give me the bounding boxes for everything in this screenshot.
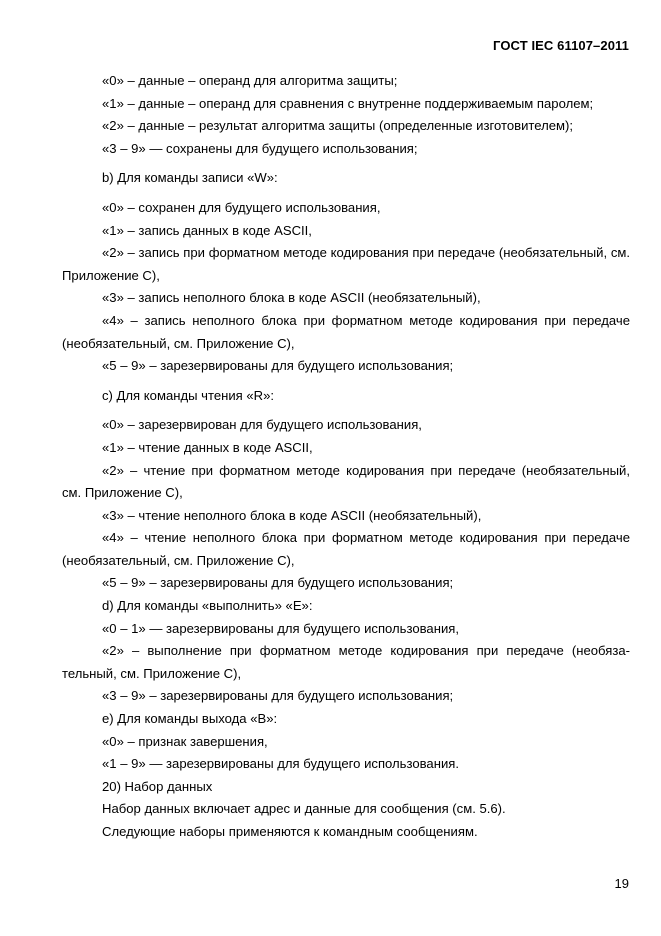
paragraph: «0 – 1» — зарезервированы для будущего использования, [102,620,459,636]
paragraph: «3 – 9» — сохранены для будущего использования; [102,140,418,156]
paragraph: «3» – запись неполного блока в коде ASCII (необязательный), [102,290,481,306]
paragraph: Следующие наборы применяются к командным сообщениям. [102,824,478,839]
paragraph: «2» – данные – результат алгоритма защиты (определенные изготовителем); [102,118,574,134]
paragraph: «1» – чтение данных в коде ASCII, [102,439,313,455]
paragraph: «3» – чтение неполного блока в коде ASCII (необязательный), [102,507,482,523]
paragraph: «0» – данные – операнд для алгоритма защиты; [102,73,398,88]
paragraph: «2» – запись при форматном методе кодирования при передаче (необязательный, см. Приложение С), [62,245,630,283]
section-heading: c) Для команды чтения «R»: [102,387,275,403]
paragraph: «1» – запись данных в коде ASCII, [102,222,312,238]
paragraph: «5 – 9» – зарезервированы для будущего использования; [102,358,454,374]
paragraph: «0» – зарезервирован для будущего использования, [102,417,422,433]
paragraph: «2» – чтение при форматном методе кодирования при передаче (необязательный, см. Приложение С), [62,462,630,501]
section-heading: b) Для команды записи «W»: [102,170,278,186]
paragraph: «1» – данные – операнд для сравнения с внутренне поддерживаемым паролем; [102,95,594,111]
paragraph: «0» – признак завершения, [102,733,268,749]
paragraph: «3 – 9» – зарезервированы для будущего использования; [102,688,454,704]
document-header: ГОСТ IEC 61107–2011 [493,38,629,53]
paragraph: «4» – запись неполного блока при форматном методе кодирования при передаче (необязательный, см. Приложение С), [62,312,630,351]
page-number: 19 [614,876,629,891]
paragraph: «4» – чтение неполного блока при форматном методе кодирования при передаче (необязательный, см. Приложение С), [62,530,630,568]
section-heading: e) Для команды выхода «В»: [102,711,278,727]
section-heading: 20) Набор данных [102,778,213,794]
section-heading: d) Для команды «выполнить» «Е»: [102,598,313,614]
paragraph: «2» – выполнение при форматном методе кодирования при передаче (необяза-тельный, см. Приложение С), [62,643,630,681]
paragraph: Набор данных включает адрес и данные для сообщения (см. 5.6). [102,801,506,817]
paragraph: «1 – 9» — зарезервированы для будущего использования. [102,756,459,772]
paragraph: «5 – 9» – зарезервированы для будущего использования; [102,575,454,591]
document-body [62,70,630,844]
paragraph: «0» – сохранен для будущего использования, [102,199,381,215]
